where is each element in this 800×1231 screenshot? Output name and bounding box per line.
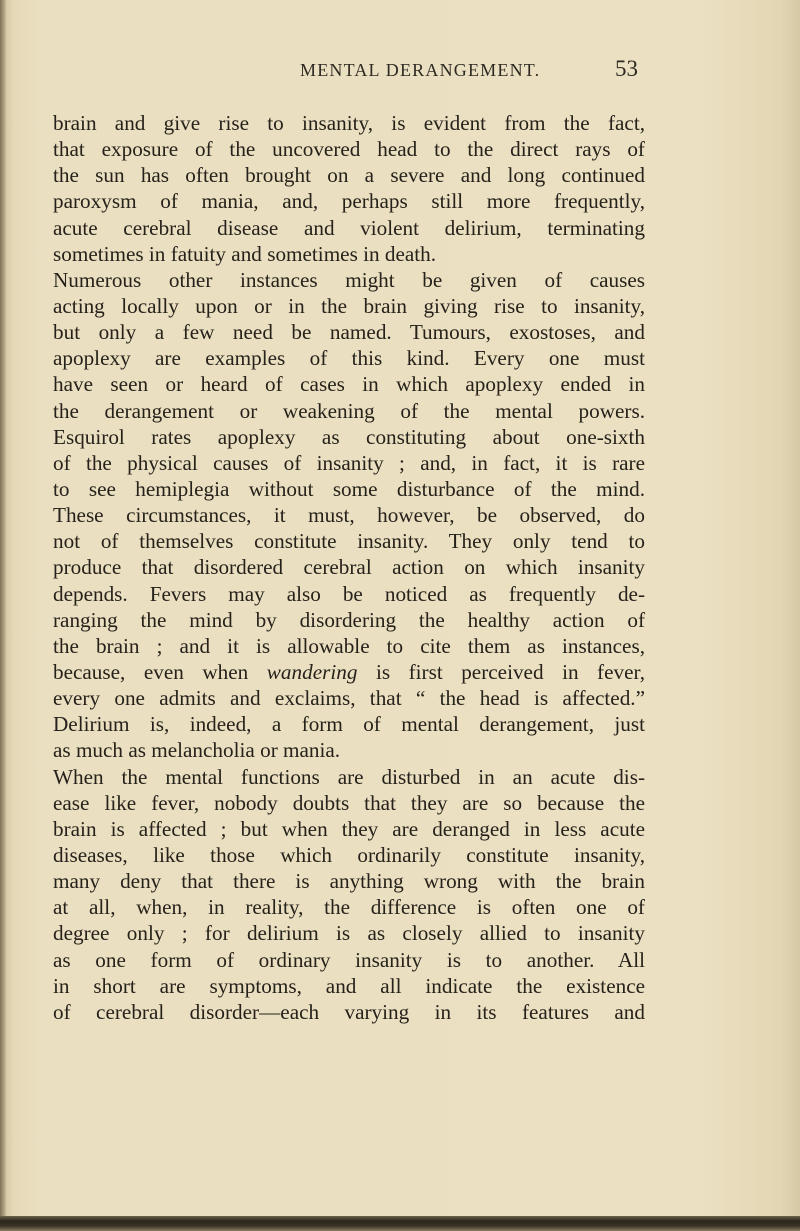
text-line: the sun has often brought on a severe and long continued: [53, 163, 645, 188]
text-line: ranging the mind by disordering the healthy action of: [53, 607, 645, 632]
text-line: at all, when, in reality, the difference is often one of: [53, 895, 645, 920]
text-line: every one admits and exclaims, that “ the head is affected.”: [53, 686, 645, 711]
text-line: of the physical causes of insanity ; and, in fact, it is rare: [53, 450, 645, 475]
text-segment: is first perceived in fever,: [375, 659, 646, 684]
text-line: produce that disordered cerebral action on which insanity: [53, 555, 645, 580]
text-line: degree only ; for delirium is as closely allied to insanity: [53, 921, 645, 946]
text-line: These circumstances, it must, however, be observed, do: [53, 503, 645, 528]
text-line: in short are symptoms, and all indicate the existence: [53, 973, 645, 998]
text-line: diseases, like those which ordinarily constitute insanity,: [53, 842, 645, 867]
page-binding-edge: [0, 0, 6, 1231]
text-line: apoplexy are examples of this kind. Every one must: [53, 346, 645, 371]
text-line: Esquirol rates apoplexy as constituting about one-sixth: [53, 424, 645, 449]
text-line: that exposure of the uncovered head to the direct rays of: [53, 137, 645, 162]
text-line: depends. Fevers may also be noticed as frequently de-: [53, 581, 645, 606]
page-bottom-edge: [0, 1216, 800, 1231]
page-header: [0, 56, 800, 90]
text-line: sometimes in fatuity and sometimes in death.: [53, 241, 437, 266]
text-line: of cerebral disorder—each varying in its features and: [53, 999, 645, 1024]
text-line: ease like fever, nobody doubts that they are so because the: [53, 790, 645, 815]
text-line: acute cerebral disease and violent delirium, terminating: [53, 215, 645, 240]
text-line: the brain ; and it is allowable to cite them as instances,: [53, 633, 645, 658]
text-line: Numerous other instances might be given of causes: [53, 267, 645, 292]
page-number: 53: [615, 56, 638, 81]
text-line: as much as melancholia or mania.: [53, 738, 341, 763]
text-line: brain and give rise to insanity, is evident from the fact,: [53, 111, 645, 135]
body-text: [53, 110, 645, 1025]
text-line: to see hemiplegia without some disturbance of the mind.: [53, 476, 645, 501]
text-line: Delirium is, indeed, a form of mental derangement, just: [53, 712, 645, 737]
text-line: brain is affected ; but when they are deranged in less acute: [53, 816, 645, 841]
italic-word: wandering: [266, 659, 358, 684]
text-line-with-italic: [53, 659, 645, 685]
text-line: When the mental functions are disturbed in an acute dis-: [53, 764, 645, 789]
text-line: but only a few need be named. Tumours, exostoses, and: [53, 320, 645, 345]
text-segment: because, even when: [53, 659, 249, 684]
text-line: acting locally upon or in the brain giving rise to insanity,: [53, 293, 645, 318]
text-line: the derangement or weakening of the mental powers.: [53, 398, 645, 423]
text-line: have seen or heard of cases in which apoplexy ended in: [53, 372, 645, 397]
text-line: many deny that there is anything wrong with the brain: [53, 869, 645, 894]
running-head: MENTAL DERANGEMENT.: [300, 60, 541, 80]
text-line: as one form of ordinary insanity is to another. All: [53, 947, 645, 972]
text-line: not of themselves constitute insanity. They only tend to: [53, 529, 645, 554]
text-line: paroxysm of mania, and, perhaps still more frequently,: [53, 189, 645, 214]
